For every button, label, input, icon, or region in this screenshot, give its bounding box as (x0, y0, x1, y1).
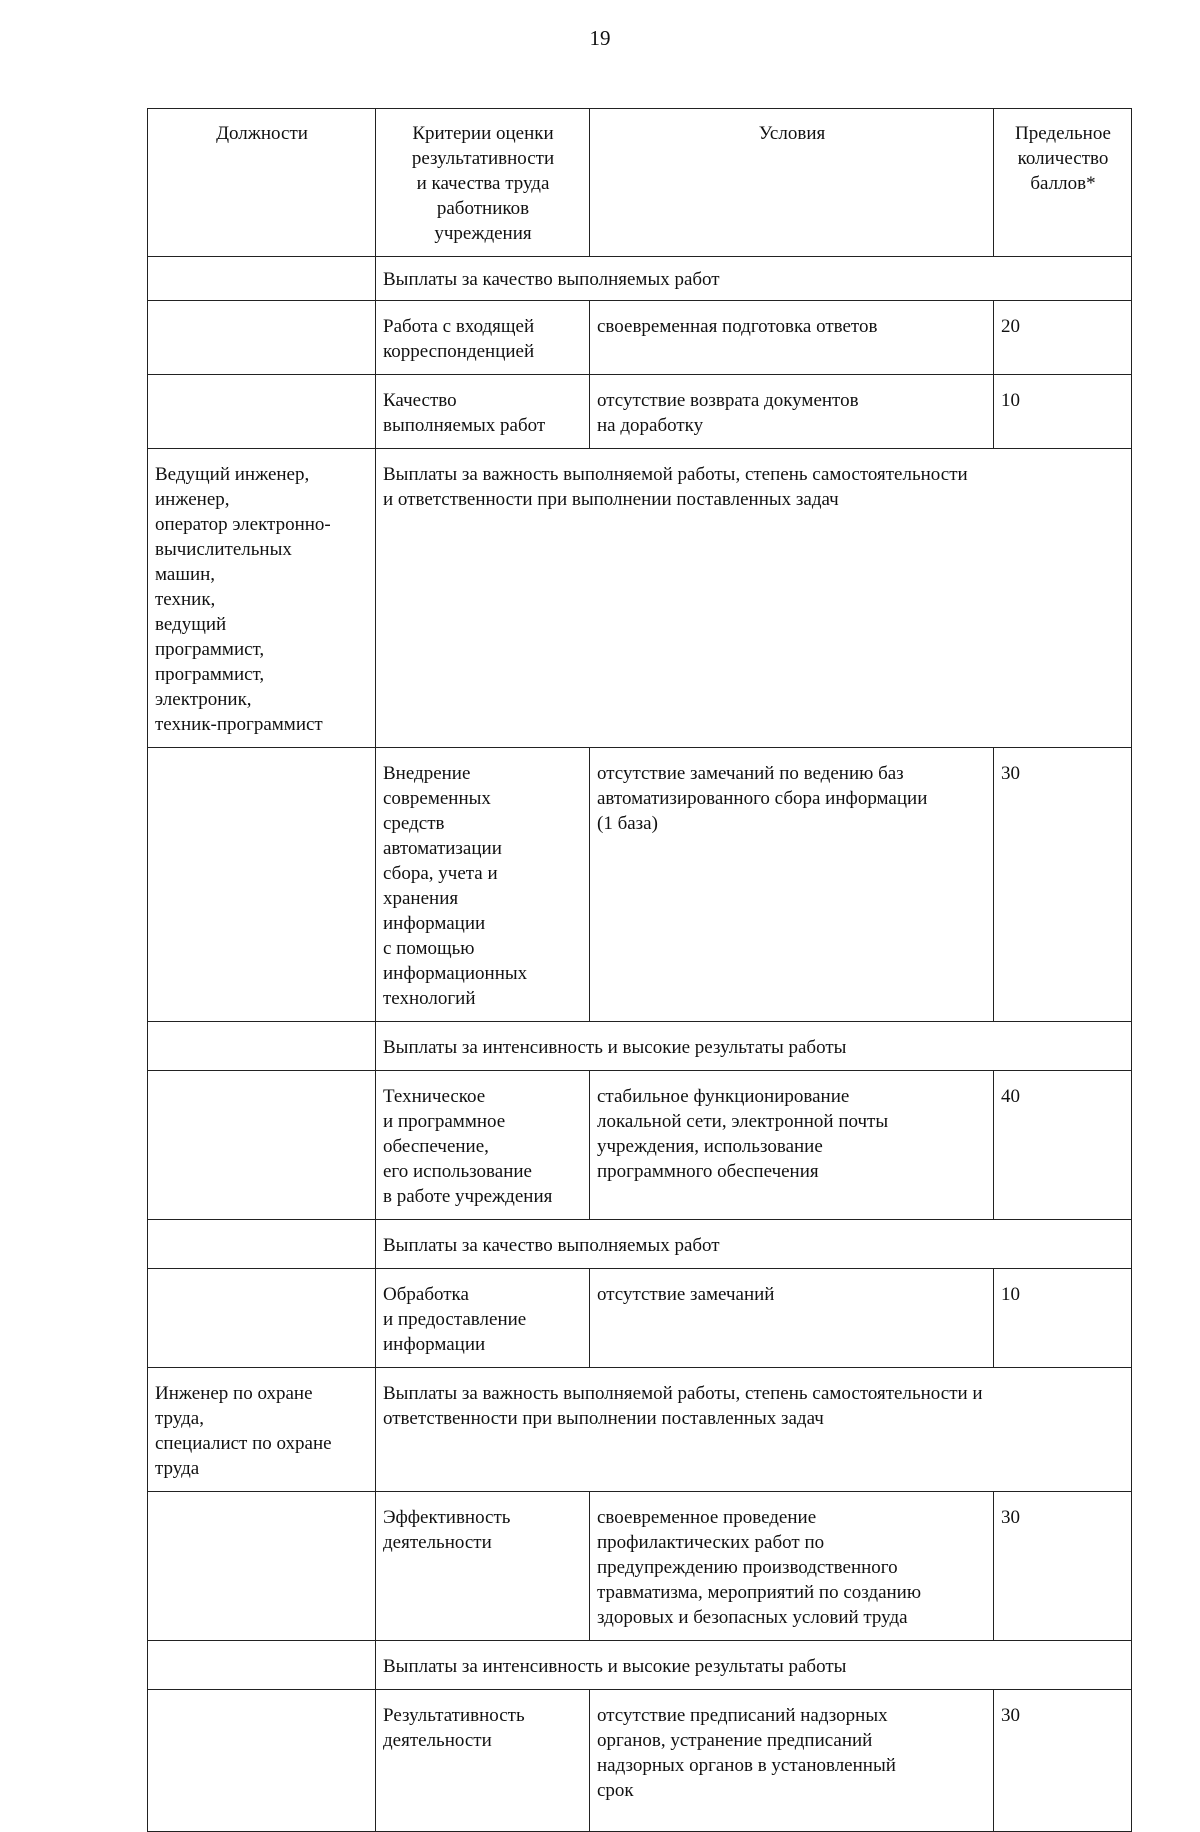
condition-cell: стабильное функционирование локальной сети, электронной почты учреждения, использование программного обеспечения (590, 1071, 994, 1220)
positions-cell-empty (148, 1269, 376, 1368)
points-cell: 30 (994, 1690, 1132, 1832)
table-row (148, 1492, 1132, 1641)
section-row (148, 1368, 1132, 1492)
page-number: 19 (589, 26, 611, 50)
section-title: Выплаты за качество выполняемых работ (376, 1220, 1132, 1269)
table-row (148, 1071, 1132, 1220)
positions-cell-empty (148, 1022, 376, 1071)
positions-cell-empty (148, 1641, 376, 1690)
criterion-cell: Качество выполняемых работ (376, 375, 590, 449)
table-row (148, 1690, 1132, 1832)
points-cell: 30 (994, 748, 1132, 1022)
positions-cell-empty (148, 375, 376, 449)
criteria-table (147, 108, 1132, 1832)
condition-cell: своевременная подготовка ответов (590, 301, 994, 375)
condition-cell: отсутствие замечаний (590, 1269, 994, 1368)
positions-cell-empty (148, 1492, 376, 1641)
points-cell: 40 (994, 1071, 1132, 1220)
positions-cell-empty (148, 748, 376, 1022)
section-title: Выплаты за важность выполняемой работы, степень самостоятельности и ответственности при выполнении поставленных задач (376, 1368, 1132, 1492)
positions-cell (148, 257, 376, 301)
header-max-points: Предельное количество баллов* (994, 109, 1132, 257)
criterion-cell: Эффективность деятельности (376, 1492, 590, 1641)
header-conditions: Условия (590, 109, 994, 257)
section-row (148, 1022, 1132, 1071)
header-position: Должности (148, 109, 376, 257)
section-title: Выплаты за качество выполняемых работ (376, 257, 1132, 301)
positions-cell-empty (148, 1690, 376, 1832)
positions-cell: Инженер по охране труда, специалист по охране труда (148, 1368, 376, 1492)
criterion-cell: Работа с входящей корреспонденцией (376, 301, 590, 375)
points-cell: 10 (994, 375, 1132, 449)
positions-cell-empty (148, 1071, 376, 1220)
condition-cell: своевременное проведение профилактических работ по предупреждению производственного травматизма, мероприятий по созданию здоровых и безопасных условий труда (590, 1492, 994, 1641)
header-criteria: Критерии оценки результативности и качества труда работников учреждения (376, 109, 590, 257)
section-row (148, 449, 1132, 748)
table-row (148, 375, 1132, 449)
points-cell: 20 (994, 301, 1132, 375)
positions-cell: Ведущий инженер, инженер, оператор электронно- вычислительных машин, техник, ведущий программист, программист, электроник, техник-программист (148, 449, 376, 748)
criterion-cell: Результативность деятельности (376, 1690, 590, 1832)
points-cell: 10 (994, 1269, 1132, 1368)
condition-cell: отсутствие замечаний по ведению баз автоматизированного сбора информации (1 база) (590, 748, 994, 1022)
condition-cell: отсутствие предписаний надзорных органов, устранение предписаний надзорных органов в установленный срок (590, 1690, 994, 1832)
section-row (148, 257, 1132, 301)
table-row (148, 301, 1132, 375)
positions-cell-empty (148, 301, 376, 375)
criterion-cell: Внедрение современных средств автоматизации сбора, учета и хранения информации с помощью информационных технологий (376, 748, 590, 1022)
section-row (148, 1641, 1132, 1690)
section-title: Выплаты за интенсивность и высокие результаты работы (376, 1641, 1132, 1690)
criterion-cell: Техническое и программное обеспечение, его использование в работе учреждения (376, 1071, 590, 1220)
table-row (148, 1269, 1132, 1368)
section-title: Выплаты за интенсивность и высокие результаты работы (376, 1022, 1132, 1071)
section-row (148, 1220, 1132, 1269)
section-title: Выплаты за важность выполняемой работы, степень самостоятельности и ответственности при выполнении поставленных задач (376, 449, 1132, 748)
condition-cell: отсутствие возврата документов на доработку (590, 375, 994, 449)
table-row (148, 748, 1132, 1022)
positions-cell-empty (148, 1220, 376, 1269)
criterion-cell: Обработка и предоставление информации (376, 1269, 590, 1368)
header-row (148, 109, 1132, 257)
points-cell: 30 (994, 1492, 1132, 1641)
